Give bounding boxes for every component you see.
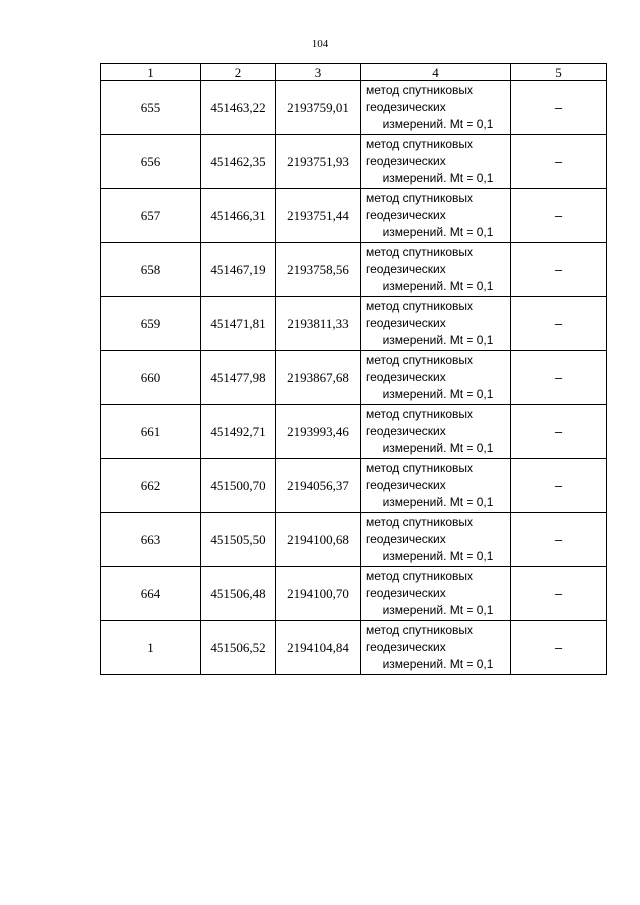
point-number-cell: 656 [101, 135, 201, 189]
table-row [101, 405, 607, 459]
coordinate-x-cell: 451471,81 [201, 297, 276, 351]
point-number-cell: 661 [101, 405, 201, 459]
method-line: геодезических [366, 478, 446, 492]
method-line: измерений. Mt = 0,1 [382, 549, 494, 563]
coordinate-x-cell: 451506,52 [201, 621, 276, 675]
method-cell [361, 243, 511, 297]
method-cell [361, 459, 511, 513]
note-cell: – [511, 351, 607, 405]
note-cell: – [511, 621, 607, 675]
coordinate-y-cell: 2193811,33 [276, 297, 361, 351]
method-cell [361, 513, 511, 567]
method-line: геодезических [366, 424, 446, 438]
method-line: метод спутниковых [366, 83, 474, 97]
method-line: измерений. Mt = 0,1 [382, 387, 494, 401]
method-line: геодезических [366, 100, 446, 114]
method-line: метод спутниковых [366, 461, 474, 475]
method-cell [361, 135, 511, 189]
coordinate-y-cell: 2193993,46 [276, 405, 361, 459]
method-line: измерений. Mt = 0,1 [382, 117, 494, 131]
header-col-2: 2 [201, 64, 276, 81]
note-cell: – [511, 567, 607, 621]
method-line: геодезических [366, 316, 446, 330]
coordinate-y-cell: 2194100,68 [276, 513, 361, 567]
method-line: измерений. Mt = 0,1 [382, 603, 494, 617]
method-cell [361, 351, 511, 405]
point-number-cell: 655 [101, 81, 201, 135]
table-row [101, 81, 607, 135]
point-number-cell: 660 [101, 351, 201, 405]
method-line: измерений. Mt = 0,1 [382, 657, 494, 671]
coordinate-y-cell: 2193759,01 [276, 81, 361, 135]
method-line: геодезических [366, 640, 446, 654]
point-number-cell: 657 [101, 189, 201, 243]
method-line: геодезических [366, 370, 446, 384]
note-cell: – [511, 135, 607, 189]
method-line: геодезических [366, 154, 446, 168]
header-col-3: 3 [276, 64, 361, 81]
method-line: измерений. Mt = 0,1 [382, 279, 494, 293]
coordinate-x-cell: 451477,98 [201, 351, 276, 405]
coordinate-y-cell: 2194104,84 [276, 621, 361, 675]
coordinate-y-cell: 2193758,56 [276, 243, 361, 297]
method-line: измерений. Mt = 0,1 [382, 225, 494, 239]
method-line: геодезических [366, 586, 446, 600]
coordinate-x-cell: 451462,35 [201, 135, 276, 189]
method-cell [361, 81, 511, 135]
table-row [101, 567, 607, 621]
method-line: метод спутниковых [366, 569, 474, 583]
method-line: геодезических [366, 262, 446, 276]
coordinate-y-cell: 2194056,37 [276, 459, 361, 513]
note-cell: – [511, 405, 607, 459]
point-number-cell: 658 [101, 243, 201, 297]
table-row [101, 189, 607, 243]
method-line: метод спутниковых [366, 353, 474, 367]
method-line: измерений. Mt = 0,1 [382, 171, 494, 185]
method-line: метод спутниковых [366, 245, 474, 259]
table-row [101, 297, 607, 351]
table-row [101, 351, 607, 405]
coordinate-y-cell: 2194100,70 [276, 567, 361, 621]
coordinates-table [100, 63, 607, 675]
method-line: измерений. Mt = 0,1 [382, 441, 494, 455]
note-cell: – [511, 81, 607, 135]
method-line: геодезических [366, 532, 446, 546]
point-number-cell: 663 [101, 513, 201, 567]
table-row [101, 513, 607, 567]
note-cell: – [511, 243, 607, 297]
header-col-5: 5 [511, 64, 607, 81]
header-col-4: 4 [361, 64, 511, 81]
table-row [101, 243, 607, 297]
page-number: 104 [311, 38, 329, 50]
method-cell [361, 189, 511, 243]
method-line: метод спутниковых [366, 299, 474, 313]
coordinate-y-cell: 2193751,44 [276, 189, 361, 243]
coordinate-x-cell: 451466,31 [201, 189, 276, 243]
method-line: геодезических [366, 208, 446, 222]
method-line: измерений. Mt = 0,1 [382, 495, 494, 509]
coordinate-x-cell: 451492,71 [201, 405, 276, 459]
coordinate-x-cell: 451505,50 [201, 513, 276, 567]
method-cell [361, 297, 511, 351]
point-number-cell: 659 [101, 297, 201, 351]
note-cell: – [511, 297, 607, 351]
coordinate-y-cell: 2193751,93 [276, 135, 361, 189]
method-line: метод спутниковых [366, 407, 474, 421]
method-line: метод спутниковых [366, 515, 474, 529]
coordinate-x-cell: 451500,70 [201, 459, 276, 513]
table-row [101, 459, 607, 513]
table-header [101, 64, 607, 81]
coordinate-x-cell: 451463,22 [201, 81, 276, 135]
coordinate-x-cell: 451506,48 [201, 567, 276, 621]
header-row [101, 64, 607, 81]
method-cell [361, 567, 511, 621]
method-cell [361, 405, 511, 459]
method-line: метод спутниковых [366, 137, 474, 151]
coordinate-x-cell: 451467,19 [201, 243, 276, 297]
method-line: метод спутниковых [366, 191, 474, 205]
method-line: измерений. Mt = 0,1 [382, 333, 494, 347]
point-number-cell: 664 [101, 567, 201, 621]
method-cell [361, 621, 511, 675]
note-cell: – [511, 189, 607, 243]
method-line: метод спутниковых [366, 623, 474, 637]
table-body [101, 81, 607, 675]
point-number-cell: 1 [101, 621, 201, 675]
point-number-cell: 662 [101, 459, 201, 513]
table-row [101, 135, 607, 189]
header-col-1: 1 [101, 64, 201, 81]
note-cell: – [511, 459, 607, 513]
coordinate-y-cell: 2193867,68 [276, 351, 361, 405]
table-row [101, 621, 607, 675]
note-cell: – [511, 513, 607, 567]
